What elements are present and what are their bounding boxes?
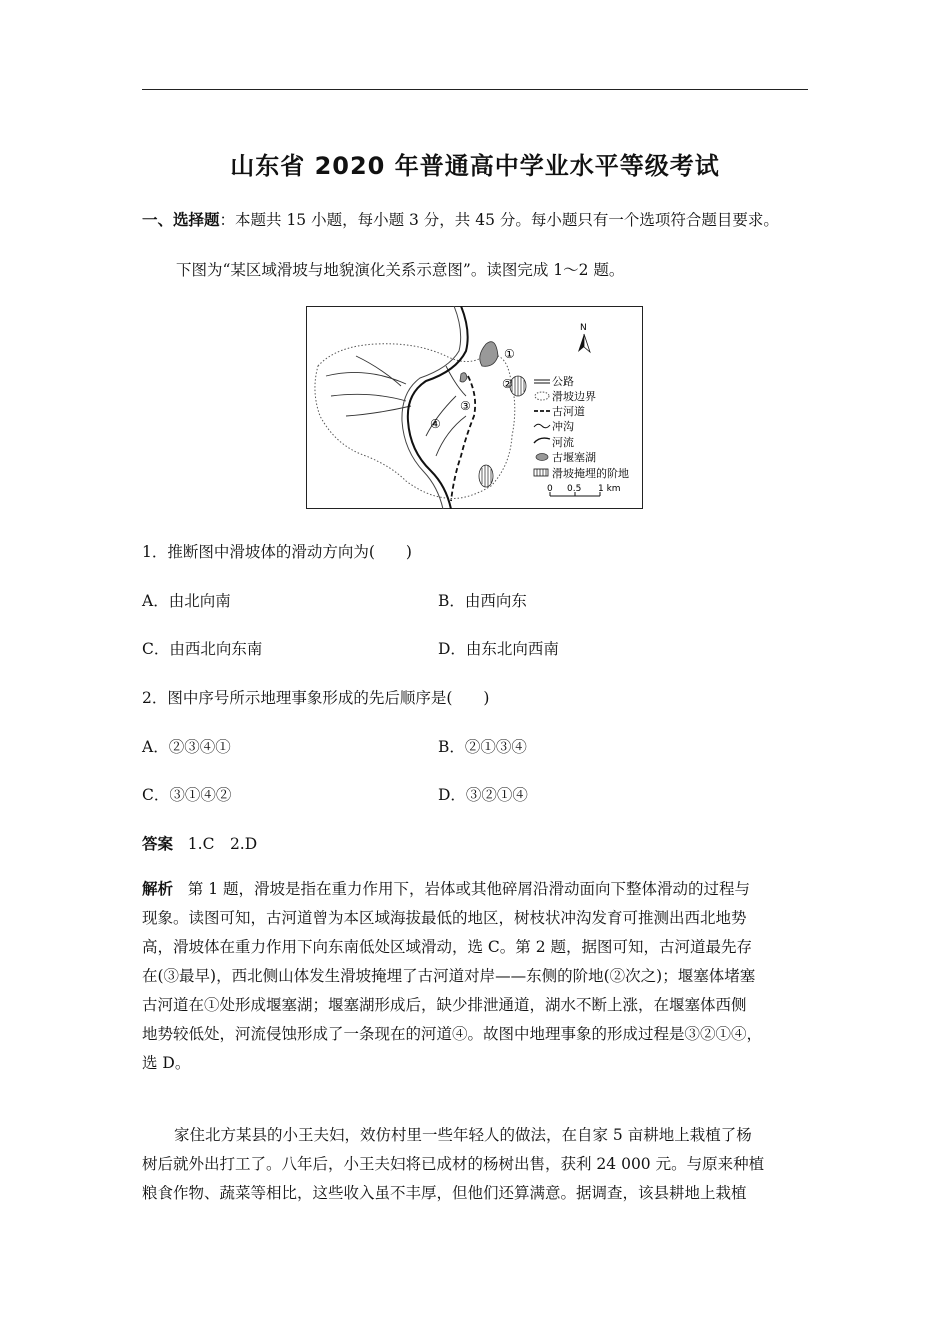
marker-1: ①: [504, 347, 515, 361]
marker-3: ③: [460, 399, 471, 413]
analysis-line-1: 第 1 题，滑坡是指在重力作用下，岩体或其他碎屑沿滑动面向下整体滑动的过程与: [187, 880, 751, 898]
legend-gully: 冲沟: [552, 420, 574, 433]
passage-line-3: 粮食作物、蔬菜等相比，这些收入虽不丰厚，但他们还算满意。据调查，该县耕地上栽植: [142, 1184, 747, 1202]
q1-option-a: A．由北向南: [142, 592, 231, 610]
analysis-line-5: 古河道在①处形成堰塞湖；堰塞湖形成后，缺少排泄通道，湖水不断上涨，在堰塞体西侧: [142, 996, 747, 1014]
q2-option-d: D．③②①④: [438, 786, 528, 804]
analysis-block: [142, 875, 810, 1078]
section-text: ：本题共 15 小题，每小题 3 分，共 45 分。每小题只有一个选项符合题目要求。: [219, 211, 779, 229]
scale-half: 0.5: [567, 484, 582, 494]
analysis-line-3: 高，滑坡体在重力作用下向东南低处区域滑动，选 C。第 2 题，据图可知，古河道最先存: [142, 938, 753, 956]
analysis-line-7: 选 D。: [142, 1054, 191, 1072]
svg-text:N: N: [580, 323, 587, 333]
marker-2: ②: [502, 377, 513, 391]
answer-label: 答案: [142, 835, 174, 853]
legend-river: 河流: [552, 436, 574, 449]
q2-option-a: A．②③④①: [142, 738, 231, 756]
legend-road: 公路: [552, 375, 574, 388]
analysis-line-2: 现象。读图可知，古河道曾为本区域海拔最低的地区，树枝状冲沟发育可推测出西北地势: [142, 909, 747, 927]
scale-0: 0: [547, 484, 553, 494]
section-label: 一、选择题: [142, 211, 220, 229]
legend-lake: 古堰塞湖: [552, 451, 596, 464]
q2-option-b: B．②①③④: [438, 738, 527, 756]
q1-option-c: C．由西北向东南: [142, 640, 263, 658]
question-1-stem: 1．推断图中滑坡体的滑动方向为( ): [142, 543, 412, 561]
answer-text: 1.C 2.D: [187, 835, 258, 853]
passage-line-1: 家住北方某县的小王夫妇，效仿村里一些年轻人的做法，在自家 5 亩耕地上栽植了杨: [174, 1126, 752, 1144]
legend-channel: 古河道: [552, 405, 585, 418]
analysis-line-6: 地势较低处，河流侵蚀形成了一条现在的河道④。故图中地理事象的形成过程是③②①④，: [142, 1025, 763, 1043]
q1-option-b: B．由西向东: [438, 592, 527, 610]
q1-option-d: D．由东北向西南: [438, 640, 559, 658]
legend-terrace: 滑坡掩埋的阶地: [552, 467, 629, 480]
marker-4: ④: [430, 417, 441, 431]
legend-boundary: 滑坡边界: [552, 390, 596, 403]
intro-text: 下图为“某区域滑坡与地貌演化关系示意图”。读图完成 1～2 题。: [176, 261, 625, 279]
landslide-map-figure: [306, 306, 643, 509]
header-rule: [142, 89, 808, 90]
q2-option-c: C．③①④②: [142, 786, 232, 804]
answer-line: [142, 832, 257, 854]
section-heading: [142, 208, 779, 230]
passage-block: [142, 1121, 810, 1208]
page-title: 山东省 2020 年普通高中学业水平等级考试: [230, 152, 720, 180]
analysis-line-4: 在(③最早)，西北侧山体发生滑坡掩埋了古河道对岸——东侧的阶地(②次之)；堰塞体堵塞: [142, 967, 756, 985]
passage-line-2: 树后就外出打工了。八年后，小王夫妇将已成材的杨树出售，获利 24 000 元。与原来种植: [142, 1155, 765, 1173]
analysis-label: 解析: [142, 880, 174, 898]
scale-1km: 1 km: [598, 484, 621, 494]
question-2-stem: 2．图中序号所示地理事象形成的先后顺序是( ): [142, 689, 490, 707]
